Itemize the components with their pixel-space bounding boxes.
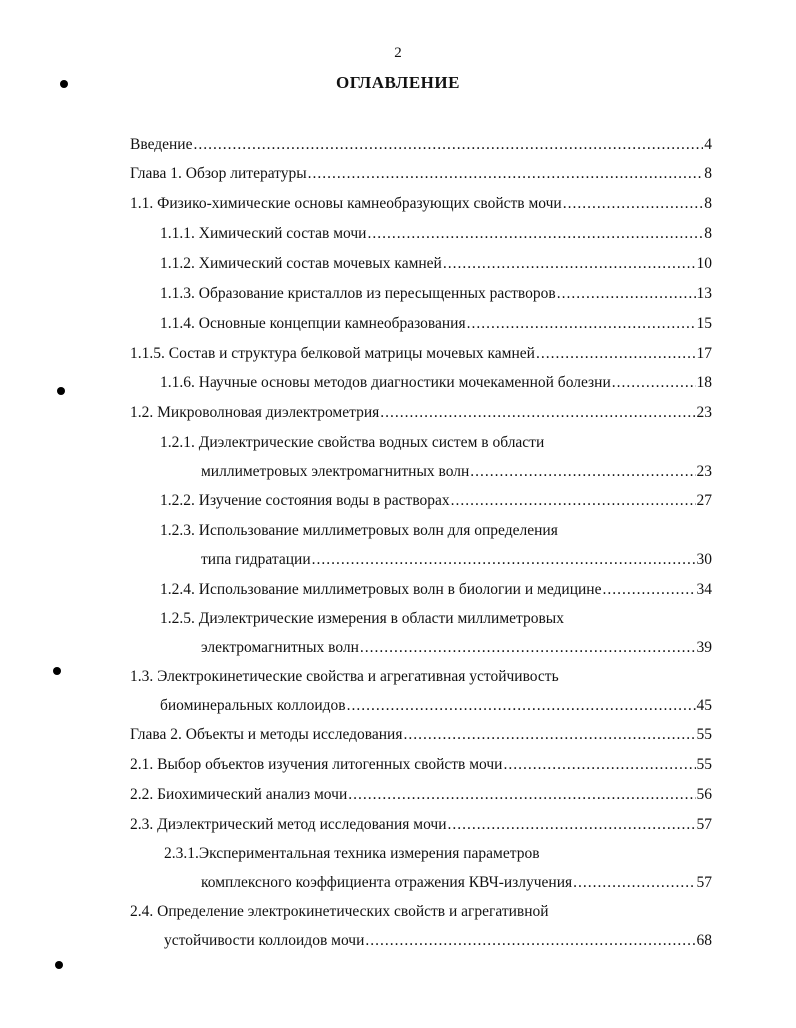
leader-dots — [312, 549, 696, 571]
toc-entry-text: 1.2.2. Изучение состояния воды в растворах — [160, 492, 450, 509]
toc-entry-text: электромагнитных волн — [201, 639, 359, 656]
leader-dots — [348, 784, 695, 806]
toc-entry[interactable] — [130, 193, 712, 215]
toc-entry-page: 57 — [696, 816, 712, 833]
toc-entry[interactable] — [130, 163, 712, 185]
toc-entry-text: 1.2.4. Использование миллиметровых волн в биологии и медицине — [160, 581, 602, 598]
toc-entry-text: комплексного коэффициента отражения КВЧ-излучения — [201, 874, 573, 891]
leader-dots — [563, 193, 704, 215]
toc-entry[interactable] — [160, 253, 712, 275]
toc-entry-text[interactable]: 2.4. Определение электрокинетических свойств и агрегативной — [130, 903, 549, 920]
toc-entry[interactable] — [130, 134, 712, 156]
toc-entry-text[interactable]: 2.3.1.Экспериментальная техника измерения параметров — [164, 845, 540, 862]
toc-entry[interactable] — [130, 754, 712, 776]
leader-dots — [365, 930, 695, 952]
leader-dots — [470, 461, 695, 483]
leader-dots — [367, 223, 703, 245]
toc-entry-page: 8 — [704, 195, 712, 212]
leader-dots — [403, 724, 695, 746]
toc-entry-text: 1.1.2. Химический состав мочевых камней — [160, 255, 442, 272]
leader-dots — [557, 283, 696, 305]
toc-entry[interactable] — [164, 930, 712, 952]
toc-entry-page: 4 — [704, 136, 712, 153]
toc-entry-text: 1.1.3. Образование кристаллов из пересыщенных растворов — [160, 285, 556, 302]
toc-entry-page: 55 — [696, 756, 712, 773]
toc-entry-text: 2.2. Биохимический анализ мочи — [130, 786, 348, 803]
toc-entry-text: 1.1. Физико-химические основы камнеобразующих свойств мочи — [130, 195, 562, 212]
toc-entry-text: Введение — [130, 136, 193, 153]
toc-entry-text: 1.1.5. Состав и структура белковой матрицы мочевых камней — [130, 345, 535, 362]
toc-entry-page: 15 — [696, 315, 712, 332]
toc-entry[interactable] — [201, 872, 712, 894]
toc-entry[interactable] — [160, 579, 712, 601]
toc-entry-text: устойчивости коллоидов мочи — [164, 932, 365, 949]
leader-dots — [347, 695, 696, 717]
toc-entry-text: миллиметровых электромагнитных волн — [201, 463, 470, 480]
toc-entry[interactable] — [130, 343, 712, 365]
leader-dots — [308, 163, 704, 185]
leader-dots — [467, 313, 696, 335]
toc-entry[interactable] — [130, 784, 712, 806]
toc-entry[interactable] — [130, 814, 712, 836]
toc-entry[interactable] — [160, 223, 712, 245]
toc-entry-page: 23 — [696, 463, 712, 480]
toc-entry[interactable] — [201, 549, 712, 571]
leader-dots — [380, 402, 695, 424]
toc-entry-page: 55 — [696, 726, 712, 743]
toc-entry[interactable] — [160, 490, 712, 512]
toc-entry-text: 1.2. Микроволновая диэлектрометрия — [130, 404, 380, 421]
toc-entry-page: 23 — [696, 404, 712, 421]
toc-entry[interactable] — [160, 313, 712, 335]
leader-dots — [360, 637, 696, 659]
leader-dots — [193, 134, 703, 156]
toc-entry-page: 10 — [696, 255, 712, 272]
leader-dots — [451, 490, 696, 512]
toc-entry[interactable] — [201, 637, 712, 659]
toc-entry[interactable] — [201, 461, 712, 483]
toc-entry-text[interactable]: 1.2.1. Диэлектрические свойства водных систем в области — [160, 434, 545, 451]
leader-dots — [536, 343, 696, 365]
toc-entry-page: 18 — [696, 374, 712, 391]
toc-entry-page: 39 — [696, 639, 712, 656]
toc-entry-text[interactable]: 1.2.3. Использование миллиметровых волн для определения — [160, 522, 558, 539]
leader-dots — [612, 372, 696, 394]
toc-entry-page: 34 — [696, 581, 712, 598]
leader-dots — [602, 579, 695, 601]
toc-entry-page: 45 — [696, 697, 712, 714]
toc-entry-page: 57 — [696, 874, 712, 891]
toc-entry[interactable] — [160, 283, 712, 305]
toc-entry-text: Глава 1. Обзор литературы — [130, 165, 307, 182]
toc-entry-text: 1.1.6. Научные основы методов диагностики мочекаменной болезни — [160, 374, 611, 391]
toc-entry-text: 1.1.4. Основные концепции камнеобразования — [160, 315, 466, 332]
toc-entry-page: 13 — [696, 285, 712, 302]
toc-entry-text[interactable]: 1.2.5. Диэлектрические измерения в области миллиметровых — [160, 610, 564, 627]
toc-entry-page: 68 — [696, 932, 712, 949]
leader-dots — [573, 872, 695, 894]
toc-entry[interactable] — [130, 402, 712, 424]
leader-dots — [448, 814, 696, 836]
toc-entry-page: 8 — [704, 165, 712, 182]
toc-entry-page: 56 — [696, 786, 712, 803]
toc-entry[interactable] — [160, 695, 712, 717]
toc-entry-page: 30 — [696, 551, 712, 568]
leader-dots — [503, 754, 695, 776]
leader-dots — [443, 253, 696, 275]
toc-entry-text: 1.1.1. Химический состав мочи — [160, 225, 367, 242]
page-number: 2 — [394, 45, 402, 61]
toc-entry-page: 17 — [696, 345, 712, 362]
toc-entry-text: типа гидратации — [201, 551, 311, 568]
toc-entry-page: 8 — [704, 225, 712, 242]
toc-entry-page: 27 — [696, 492, 712, 509]
toc-entry-text: Глава 2. Объекты и методы исследования — [130, 726, 403, 743]
document-title: ОГЛАВЛЕНИЕ — [336, 73, 460, 92]
toc-entry-text: биоминеральных коллоидов — [160, 697, 346, 714]
toc-entry-text: 2.1. Выбор объектов изучения литогенных свойств мочи — [130, 756, 503, 773]
toc-entry[interactable] — [160, 372, 712, 394]
toc-entry-text[interactable]: 1.3. Электрокинетические свойства и агрегативная устойчивость — [130, 668, 559, 685]
toc-entry-text: 2.3. Диэлектрический метод исследования мочи — [130, 816, 447, 833]
toc-entry[interactable] — [130, 724, 712, 746]
